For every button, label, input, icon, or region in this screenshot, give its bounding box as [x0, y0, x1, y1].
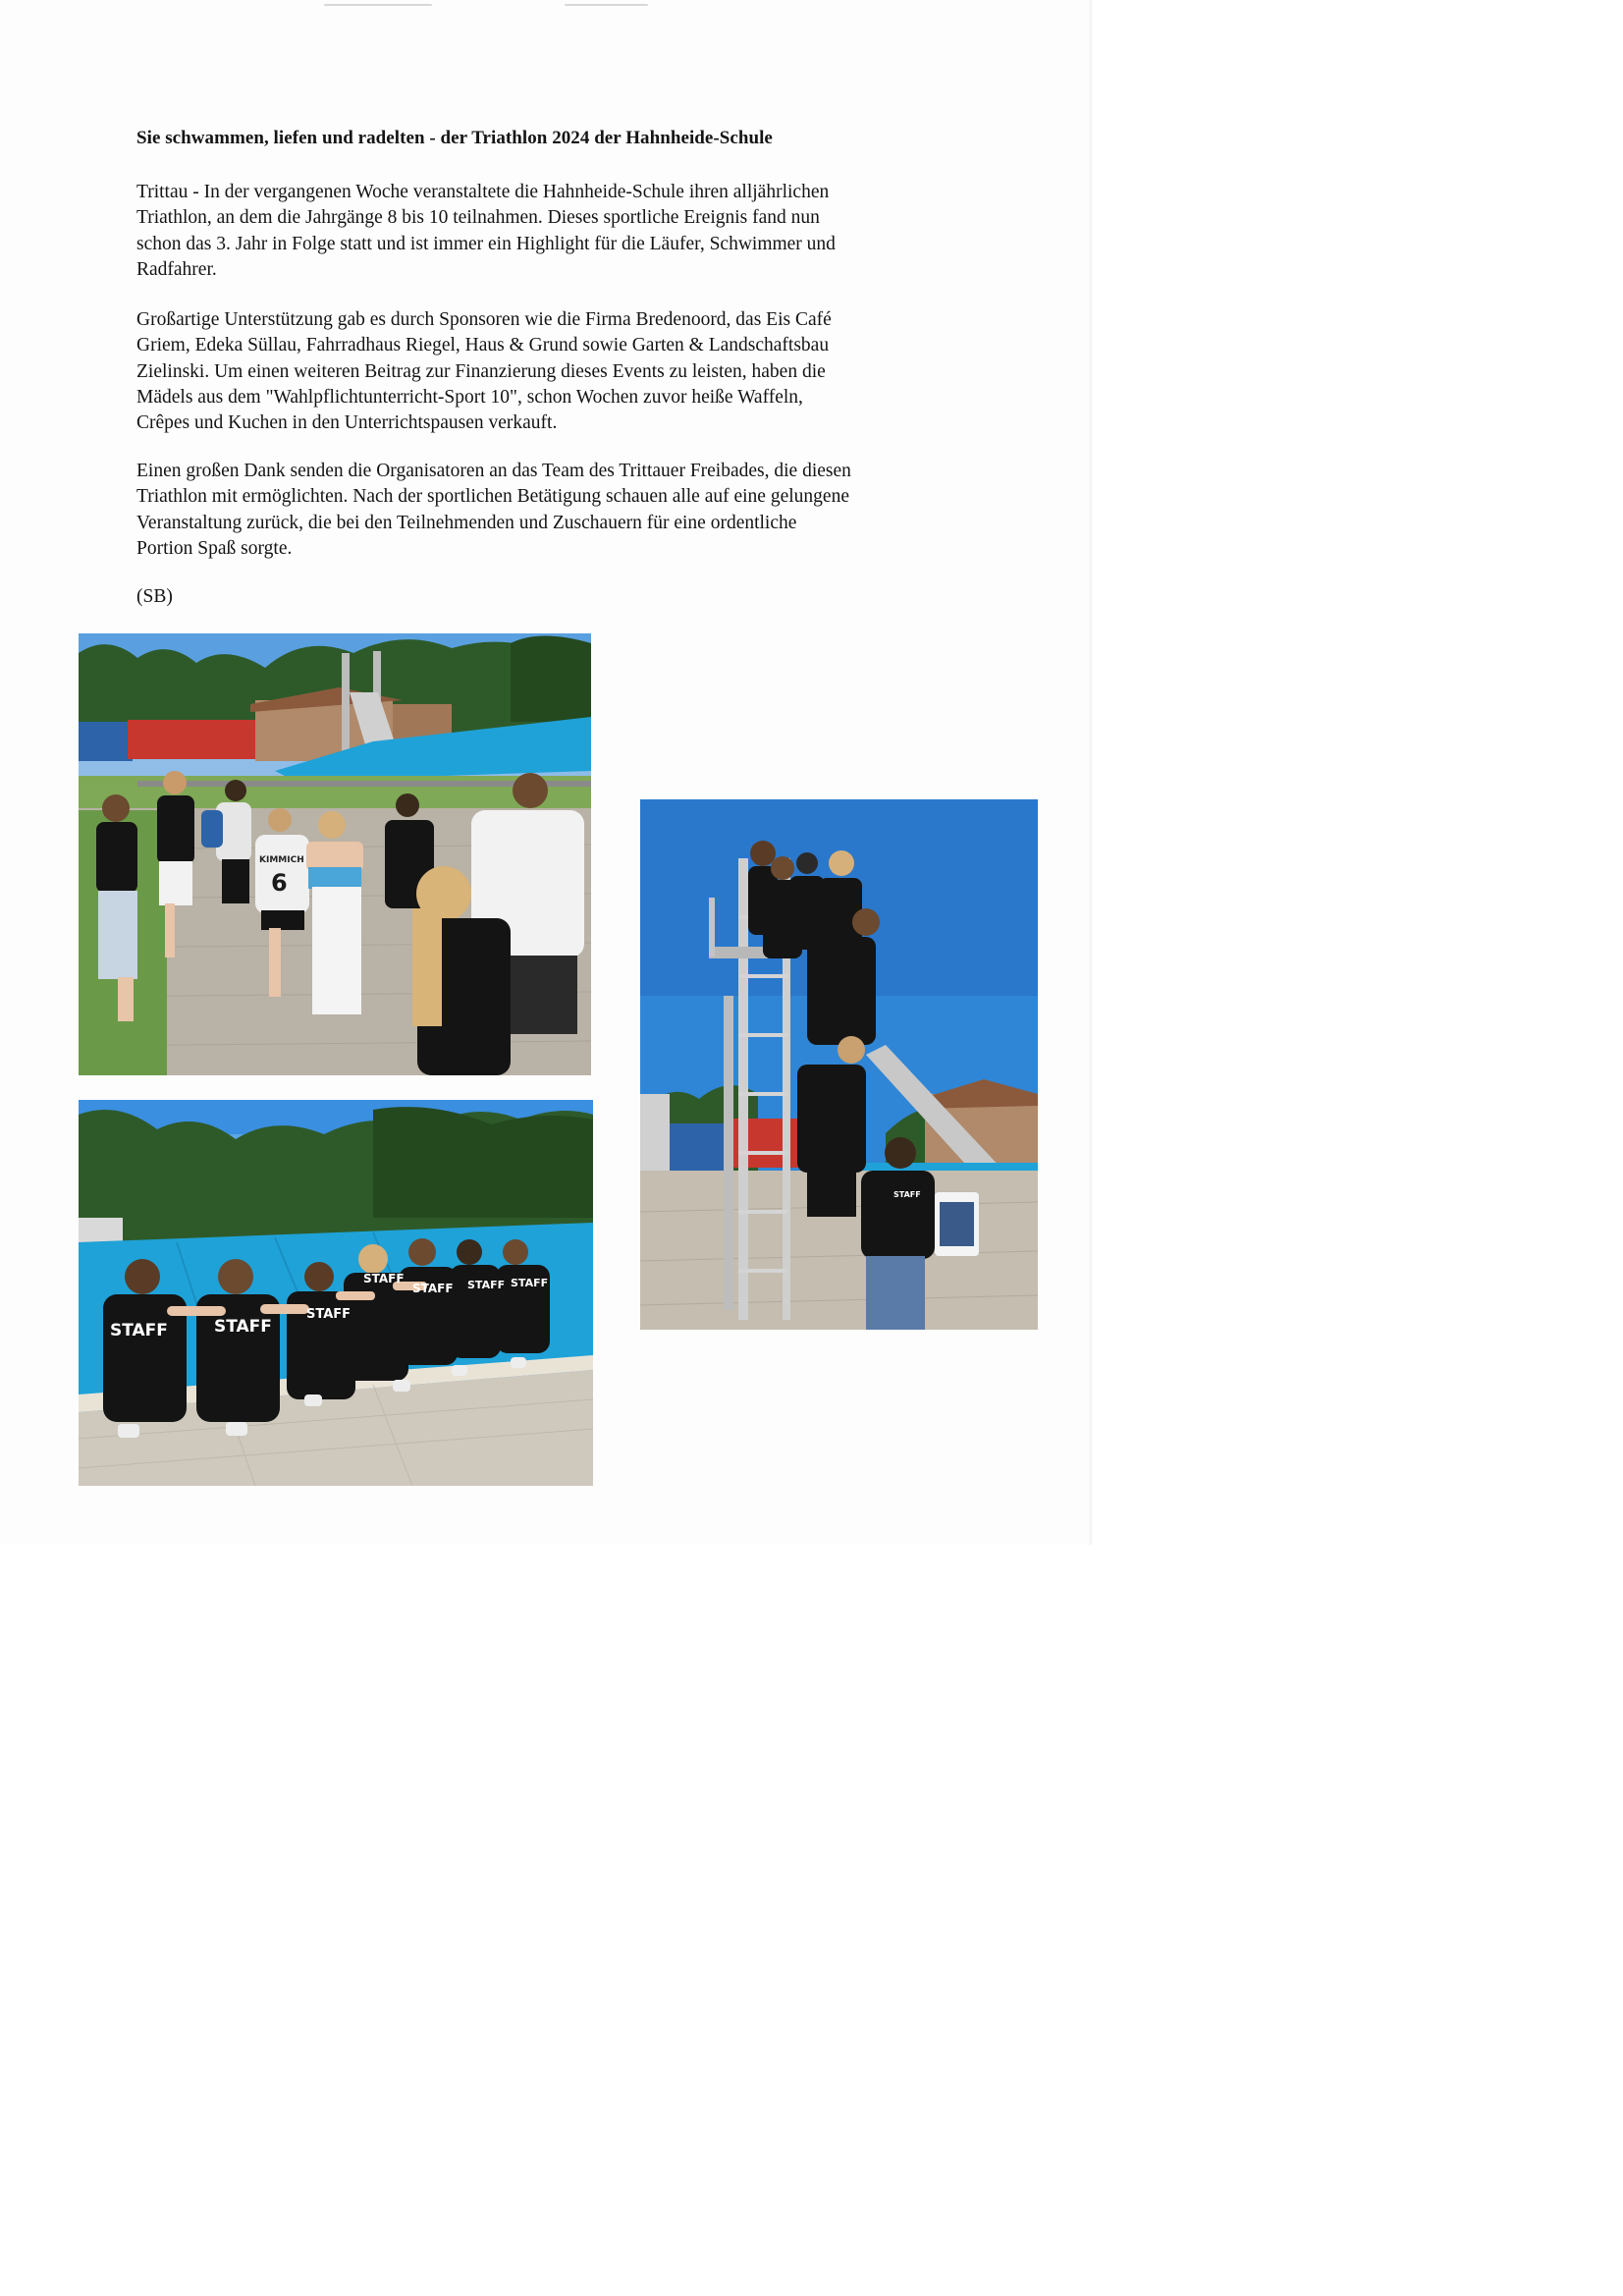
photo-staff-diving-tower-image — [640, 799, 1038, 1330]
shirt-number-text: 6 — [271, 869, 288, 897]
paragraph-intro — [136, 180, 836, 283]
paragraph-sponsors — [136, 307, 832, 436]
paragraph-line: Veranstaltung zurück, die bei den Teilnehmenden und Zuschauern für eine ordentliche — [136, 512, 797, 533]
paragraph-line: Zielinski. Um einen weiteren Beitrag zur Finanzierung dieses Events zu leisten, haben die — [136, 360, 826, 382]
scanned-page — [0, 0, 1092, 1545]
paragraph-line: Mädels aus dem "Wahlpflichtunterricht-Sport 10", schon Wochen zuvor heiße Waffeln, — [136, 386, 803, 408]
paragraph-line: Triathlon mit ermöglichten. Nach der sportlichen Betätigung schauen alle auf eine gelungene — [136, 486, 849, 508]
scan-artifact — [324, 4, 432, 6]
staff-shirt-text: STAFF — [467, 1279, 506, 1291]
paragraph-line: Crêpes und Kuchen in den Unterrichtspausen verkauft. — [136, 412, 558, 434]
paragraph-line: Radfahrer. — [136, 258, 217, 280]
paragraph-line: schon das 3. Jahr in Folge statt und ist immer ein Highlight für die Läufer, Schwimmer und — [136, 233, 836, 254]
paragraph-line: Portion Spaß sorgte. — [136, 537, 293, 559]
paragraph-line: Triathlon, an dem die Jahrgänge 8 bis 10 teilnahmen. Dieses sportliche Ereignis fand nun — [136, 207, 820, 229]
staff-shirt-text: STAFF — [214, 1317, 272, 1337]
paragraph-line: Großartige Unterstützung gab es durch Sponsoren wie die Firma Bredenoord, das Eis Café — [136, 309, 832, 330]
photo-staff-kneeling-image — [79, 1100, 593, 1486]
paragraph-line: Trittau - In der vergangenen Woche veranstaltete die Hahnheide-Schule ihren alljährlichen — [136, 182, 830, 202]
photo-staff-diving-tower — [640, 799, 1038, 1330]
staff-shirt-text: STAFF — [511, 1277, 549, 1289]
paragraph-line: Einen großen Dank senden die Organisatoren an das Team des Trittauer Freibades, die diesen — [136, 461, 851, 481]
staff-shirt-text: STAFF — [306, 1307, 352, 1322]
paragraph-line: Griem, Edeka Süllau, Fahrradhaus Riegel, Haus & Grund sowie Garten & Landschaftsbau — [136, 335, 830, 356]
staff-shirt-text: STAFF — [412, 1282, 454, 1295]
staff-shirt-text: STAFF — [363, 1272, 405, 1285]
article-title: Sie schwammen, liefen und radelten - der Triathlon 2024 der Hahnheide-Schule — [136, 128, 773, 148]
staff-shirt-text: STAFF — [110, 1321, 168, 1340]
staff-shirt-text: STAFF — [893, 1190, 921, 1199]
scan-edge-shadow — [1088, 0, 1092, 1545]
photo-students-at-pool-image — [79, 633, 591, 1075]
shirt-name-text: KIMMICH — [259, 855, 304, 865]
author-signature: (SB) — [136, 586, 173, 607]
photo-staff-kneeling — [79, 1100, 593, 1486]
photo-students-at-pool — [79, 633, 591, 1075]
scan-artifact — [565, 4, 648, 6]
paragraph-thanks — [136, 459, 851, 562]
